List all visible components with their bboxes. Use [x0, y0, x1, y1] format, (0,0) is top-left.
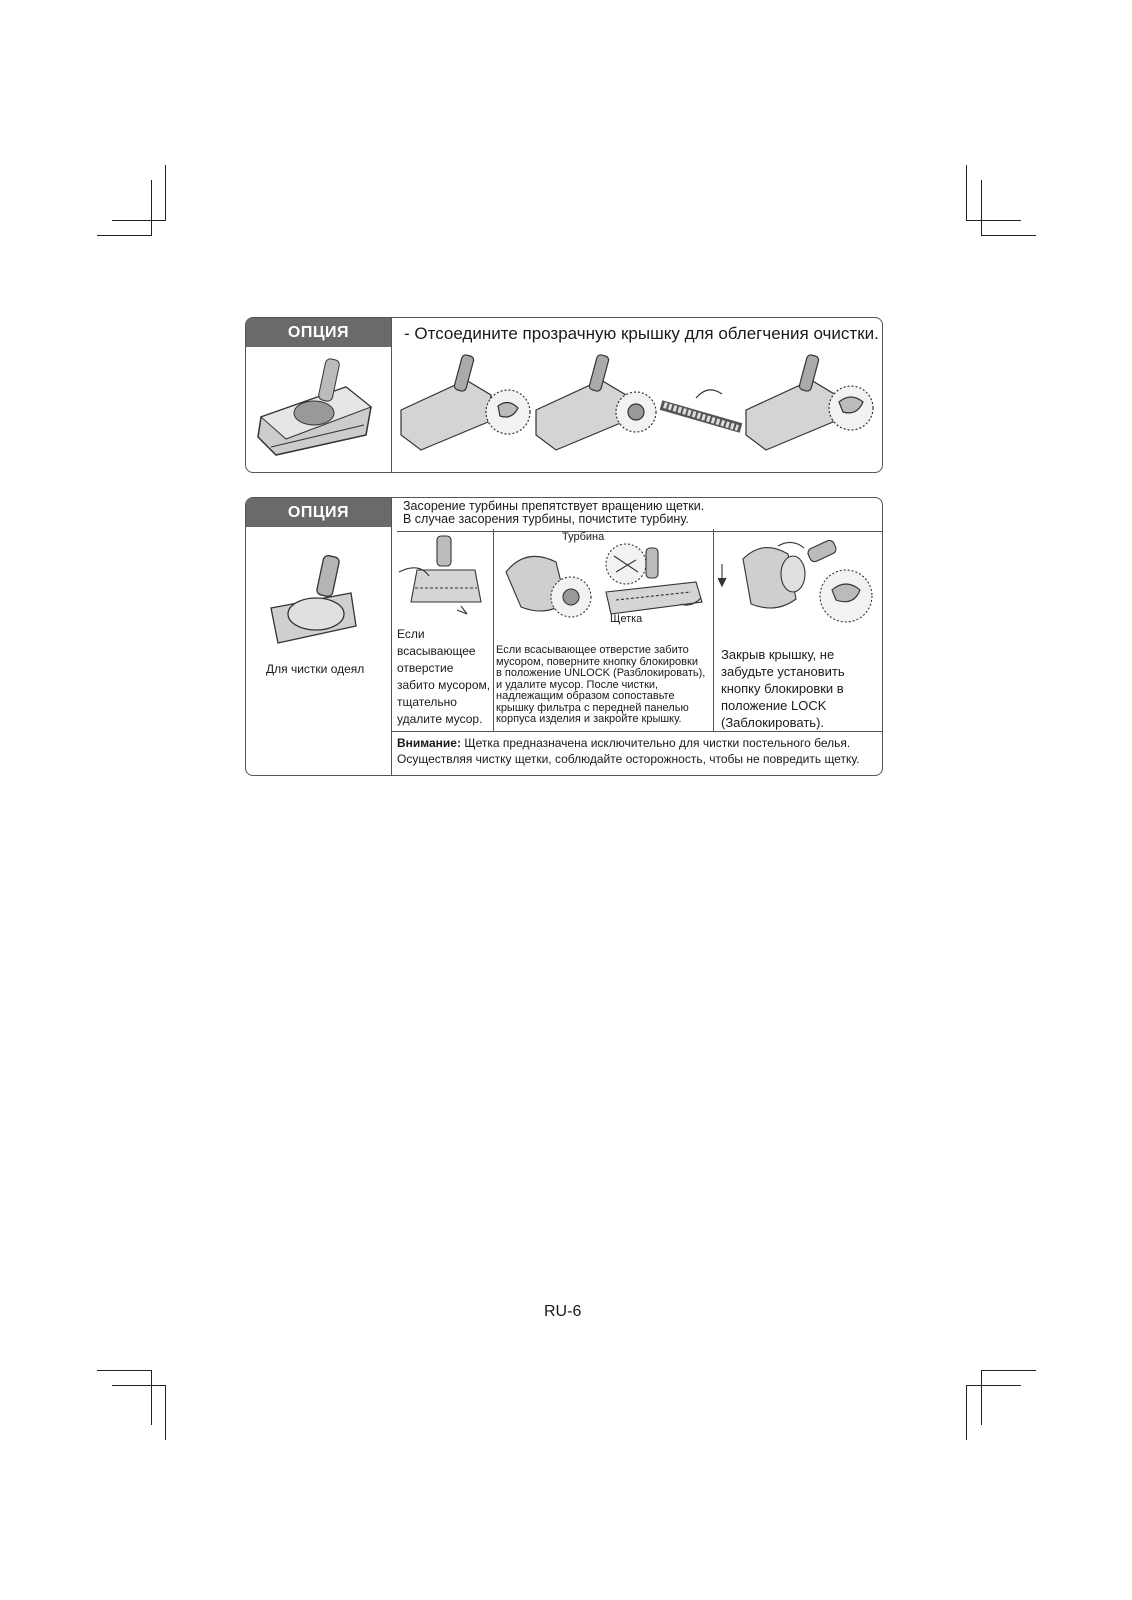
crop-mark	[966, 1385, 1021, 1386]
crop-mark	[981, 235, 1036, 236]
step3-lock-illustration	[718, 534, 878, 634]
option-left-column	[246, 318, 392, 472]
turbine-header-line-1: Засорение турбины препятствует вращению щетки.	[403, 499, 705, 513]
step1-text	[397, 626, 490, 728]
step1-line: Если	[397, 627, 425, 641]
option-tag: ОПЦИЯ	[246, 318, 391, 347]
turbine-label: Турбина	[562, 531, 605, 543]
step1-line: забито мусором,	[397, 678, 491, 692]
step3-text	[721, 646, 845, 731]
step2-line: в положение UNLOCK (Разблокировать),	[496, 667, 706, 679]
step2-line: надлежащим образом сопоставьте	[496, 690, 675, 702]
crop-mark	[151, 1370, 152, 1425]
option-tag: ОПЦИЯ	[246, 498, 391, 527]
turbine-brush-caption: Для чистки одеял	[266, 662, 365, 676]
step2-line: Если всасывающее отверстие забито	[496, 644, 689, 656]
column-divider	[493, 529, 494, 731]
turbine-header-line-2: В случае засорения турбины, почистите турбину.	[403, 512, 689, 526]
option-panel-turbine	[245, 497, 883, 776]
step2-line: и удалите мусор. После чистки,	[496, 678, 659, 691]
turbine-header	[397, 498, 882, 532]
warning-label: Внимание:	[397, 736, 461, 750]
step2-text	[496, 645, 705, 726]
step3-line: забудьте установить	[721, 664, 845, 679]
turbine-brush-illustration	[246, 548, 391, 658]
cover-removal-steps-illustration	[396, 350, 876, 470]
page-number: RU-6	[544, 1303, 582, 1320]
warning-line-1: Щетка предназначена исключительно для чистки постельного белья.	[460, 736, 851, 750]
step2-line: корпуса изделия и закройте крышку.	[496, 713, 682, 725]
crop-mark	[966, 220, 1021, 221]
step1-line: отверстие	[397, 661, 454, 675]
crop-mark	[151, 180, 152, 235]
warning-line-2: Осуществляя чистку щетки, соблюдайте осторожность, чтобы не повредить щетку.	[397, 752, 860, 766]
step2-line: крышку фильтра с передней панелью	[496, 701, 689, 714]
crop-mark	[112, 220, 166, 221]
crop-mark	[966, 165, 967, 220]
crop-mark	[97, 235, 152, 236]
step3-line: положение LOCK	[721, 698, 827, 713]
crop-mark	[981, 1370, 1036, 1371]
step1-line: всасывающее	[397, 644, 476, 658]
crop-mark	[165, 1385, 166, 1440]
crop-mark	[112, 1385, 166, 1386]
step1-line: тщательно	[397, 695, 457, 709]
column-divider	[713, 529, 714, 731]
row-divider	[392, 731, 882, 732]
option-left-column	[246, 498, 392, 775]
brush-label: Щетка	[610, 613, 643, 625]
crop-mark	[97, 1370, 152, 1371]
warning-note	[397, 735, 859, 767]
step1-line: удалите мусор.	[397, 712, 483, 726]
option-panel-cover	[245, 317, 883, 473]
crop-mark	[966, 1385, 967, 1440]
cover-instruction: - Отсоедините прозрачную крышку для облегчения очистки.	[404, 324, 879, 343]
step3-line: Закрыв крышку, не	[721, 647, 835, 662]
step3-line: (Заблокировать).	[721, 715, 825, 730]
floor-brush-illustration	[246, 347, 391, 471]
crop-mark	[165, 165, 166, 220]
step1-remove-debris-illustration	[397, 532, 491, 627]
step2-line: мусором, поверните кнопку блокировки	[496, 655, 698, 668]
crop-mark	[981, 180, 982, 235]
step3-line: кнопку блокировки в	[721, 681, 844, 696]
step2-unlock-clean-illustration	[496, 542, 712, 632]
crop-mark	[981, 1370, 982, 1425]
